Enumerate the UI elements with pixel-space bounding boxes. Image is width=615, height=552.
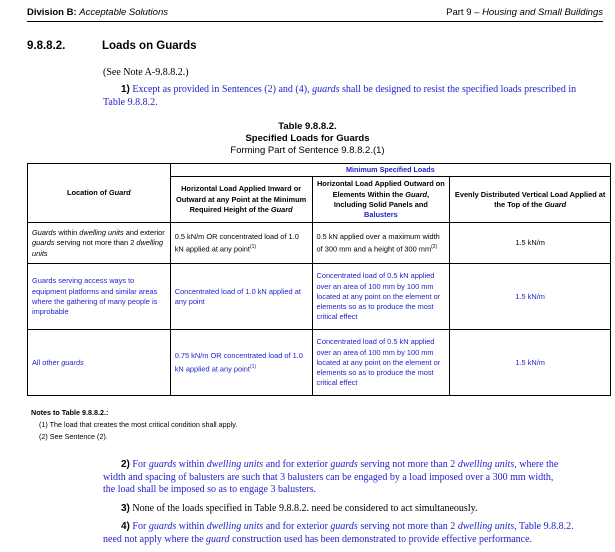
page-header [27,5,603,19]
cell-location: Guards serving access ways to equipment platforms and similar areas where the gathering of many people is improbable [28,264,171,330]
cell-vertical: 1.5 kN/m [450,330,611,396]
loads-table [27,163,611,396]
col-horizontal-out-header: Horizontal Load Applied Outward on Elements Within the Guard, Including Solid Panels and Balusters [312,177,450,223]
cell-location: Guards within dwelling units and exterior guards serving not more than 2 dwelling units [28,223,171,264]
table-ref-link[interactable]: Table 9.8.8.2. [103,96,158,108]
cell-horizontal-out: Concentrated load of 0.5 kN applied over an area of 100 mm by 100 mm located at any point on the element or elements so as to produce the most critical effect [312,264,450,330]
cell-horizontal-in: Concentrated load of 1.0 kN applied at any point [170,264,312,330]
see-note[interactable]: (See Note A-9.8.8.2.) [103,67,189,78]
table-row [28,264,611,330]
sentence-3: 3) None of the loads specified in Table 9.8.8.2. need be considered to act simultaneously. [121,503,478,514]
term-link[interactable]: guards [312,84,340,95]
sentence-4: 4) For guards within dwelling units and for exterior guards serving not more than 2 dwelling units, Table 9.8.8.2. need not apply where the guard construction used has been demonstrated to provide effective performance. [103,521,574,545]
col-location-header: Location of Guard [28,164,171,223]
cell-vertical: 1.5 kN/m [450,264,611,330]
sentence-1: 1) Except as provided in Sentences (2) and (4), guards shall be designed to resist the specified loads prescribed in Table 9.8.8.2. [103,84,577,108]
table-row [28,330,611,396]
section-heading [27,40,197,52]
section-title: Loads on Guards [102,40,197,52]
table-row [28,223,611,264]
cell-horizontal-out: Concentrated load of 0.5 kN applied over an area of 100 mm by 100 mm located at any point on the element or elements so as to produce the most critical effect [312,330,450,396]
col-horizontal-in-header: Horizontal Load Applied Inward or Outward at any Point at the Minimum Required Height of the Guard [170,177,312,223]
cell-horizontal-out: 0.5 kN applied over a maximum width of 300 mm and a height of 300 $mm^{(2)}$ [312,223,450,264]
table-caption: Table 9.8.8.2. Specified Loads for Guards Forming Part of Sentence 9.8.8.2.(1) [230,121,385,156]
col-vertical-header: Evenly Distributed Vertical Load Applied at the Top of the Guard [450,177,611,223]
table-notes: Notes to Table 9.8.8.2.: (1) The load that creates the most critical condition shall apply. (2) See Sentence (2). [31,408,238,441]
part-label: Part 9 – Housing and Small Buildings [446,7,603,18]
cell-vertical: 1.5 kN/m [450,223,611,264]
header-divider [27,21,603,22]
section-number: 9.8.8.2. [27,40,66,52]
cell-horizontal-in: 0.5 kN/m OR concentrated load of 1.0 kN applied at any point$^{(1)}$ [170,223,312,264]
sentence-2: 2) For guards within dwelling units and for exterior guards serving not more than 2 dwelling units, where the width and spacing of balusters are such that 3 balusters can be engaged by a load imposed over a 300 mm width, the load shall be imposed so as to engage 3 balusters. [103,459,559,495]
division-label: Division B: Acceptable Solutions [27,7,168,18]
min-loads-header: Minimum Specified Loads [170,164,610,177]
cell-location: All other guards [28,330,171,396]
cell-horizontal-in: 0.75 kN/m OR concentrated load of 1.0 kN applied at any point$^{(1)}$ [170,330,312,396]
